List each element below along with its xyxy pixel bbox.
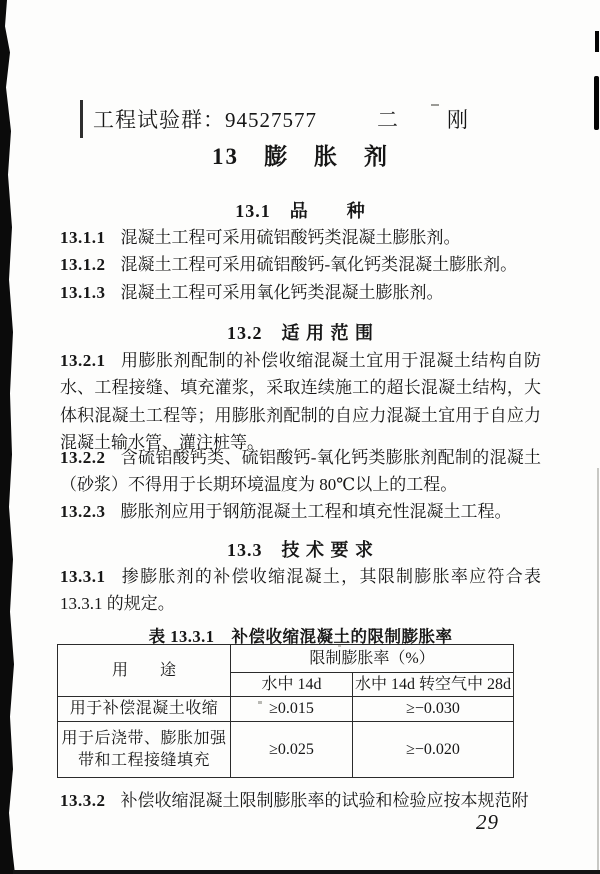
scan-right-mark-artifact xyxy=(594,76,599,130)
scan-bottom-edge-artifact xyxy=(13,870,600,874)
section-heading-13-3: 13.3 技 术 要 求 xyxy=(227,540,374,560)
clause-13-3-2 xyxy=(60,787,541,814)
clause-text: 用膨胀剂配制的补偿收缩混凝土宜用于混凝土结构自防水、工程接缝、填充灌浆，采取连续施工的超长混凝土结构，大体积混凝土工程等；用膨胀剂配制的自应力混凝土宜用于自应力混凝土输水管、灌注桩等。 xyxy=(60,351,541,453)
cell-water14d: ≥0.015 xyxy=(231,697,353,722)
watermark-group-label: 工程试验群：94527577 xyxy=(93,108,317,132)
scan-right-faint-line xyxy=(597,468,599,874)
cell-air28d: ≥−0.020 xyxy=(353,722,514,778)
table-caption: 表 13.3.1 补偿收缩混凝土的限制膨胀率 xyxy=(148,627,453,646)
clause-number: 13.2.3 xyxy=(60,502,106,521)
table-header-group: 限制膨胀率（%） xyxy=(231,645,514,673)
cell-air28d: ≥−0.030 xyxy=(353,697,514,722)
scan-right-mark-artifact xyxy=(595,31,599,52)
clause-text: 混凝土工程可采用氧化钙类混凝土膨胀剂。 xyxy=(120,283,444,302)
cell-use: 用于后浇带、膨胀加强带和工程接缝填充 xyxy=(58,722,231,778)
section-heading-13-1: 13.1 品 种 xyxy=(235,201,366,221)
clause-text: 含硫铝酸钙类、硫铝酸钙-氧化钙类膨胀剂配制的混凝土（砂浆）不得用于长期环境温度为 80℃以上的工程。 xyxy=(60,448,541,495)
clause-number: 13.2.2 xyxy=(60,448,106,467)
expansion-rate-limits-table xyxy=(57,644,514,778)
clause-number: 13.3.1 xyxy=(60,567,106,586)
clause-text: 混凝土工程可采用硫铝酸钙-氧化钙类混凝土膨胀剂。 xyxy=(120,255,518,274)
clause-text: 膨胀剂应用于钢筋混凝土工程和填充性混凝土工程。 xyxy=(120,502,512,521)
section-heading-13-2: 13.2 适 用 范 围 xyxy=(227,323,374,343)
chapter-title: 13 膨 胀 剂 xyxy=(212,144,389,169)
watermark-header xyxy=(80,100,482,138)
table-header-use: 用 途 xyxy=(58,645,231,697)
table-subheader-water14d: 水中 14d xyxy=(231,673,353,697)
clause-13-2-3 xyxy=(60,498,541,525)
clause-number: 13.1.3 xyxy=(60,283,106,302)
clause-number: 13.2.1 xyxy=(60,351,106,370)
clause-number: 13.1.2 xyxy=(60,255,106,274)
watermark-name-label: 二 刚 xyxy=(377,108,482,132)
table-subheader-air28d: 水中 14d 转空气中 28d xyxy=(353,673,514,697)
clause-text: 掺膨胀剂的补偿收缩混凝土，其限制膨胀率应符合表 13.3.1 的规定。 xyxy=(60,567,541,614)
clause-13-1-1 xyxy=(60,224,541,251)
clause-text: 补偿收缩混凝土限制膨胀率的试验和检验应按本规范附 xyxy=(120,791,529,810)
scan-left-edge-artifact xyxy=(0,0,15,874)
clause-13-2-1 xyxy=(60,347,541,457)
table-row xyxy=(58,722,514,778)
table-row xyxy=(58,697,514,722)
clause-number: 13.1.1 xyxy=(60,228,106,247)
clause-13-3-1 xyxy=(60,563,541,618)
clause-13-2-2 xyxy=(60,444,541,499)
cell-use: 用于补偿混凝土收缩 xyxy=(58,697,231,722)
clause-13-1-2 xyxy=(60,251,541,278)
clause-text: 混凝土工程可采用硫铝酸钙类混凝土膨胀剂。 xyxy=(120,228,461,247)
clause-number: 13.3.2 xyxy=(60,791,106,810)
cell-water14d: ≥0.025 xyxy=(231,722,353,778)
page-number: 29 xyxy=(476,810,499,834)
clause-13-1-3 xyxy=(60,279,541,306)
